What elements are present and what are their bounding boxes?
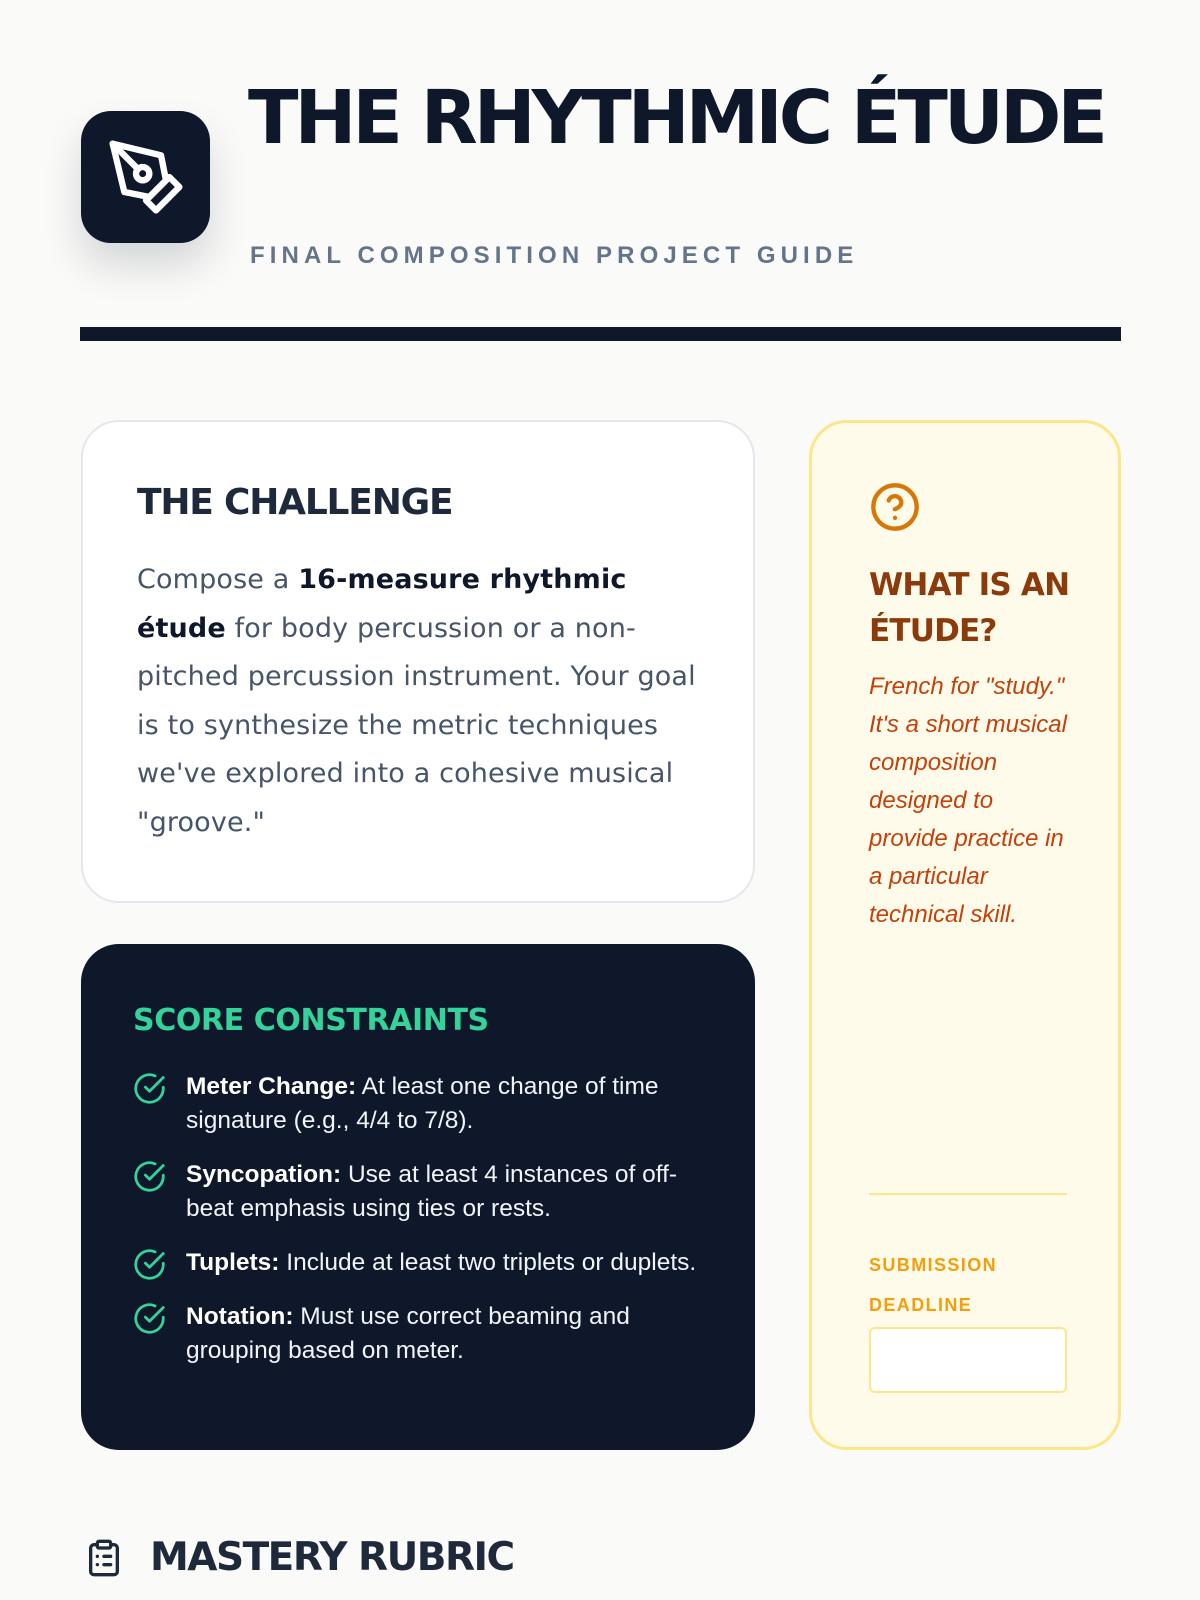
- constraint-item: [133, 1070, 705, 1138]
- rubric-heading: [84, 1530, 514, 1586]
- pen-nib-icon: [106, 137, 186, 217]
- page-subtitle: FINAL COMPOSITION PROJECT GUIDE: [250, 242, 859, 269]
- deadline-input[interactable]: [869, 1327, 1067, 1393]
- challenge-text: [137, 556, 701, 847]
- constraint-label: Syncopation:: [186, 1161, 342, 1188]
- challenge-emphasis: 16-measure rhythmic étude: [137, 564, 627, 644]
- constraint-text: At least one change of time signature (e.g., 4/4 to 7/8).: [186, 1073, 659, 1134]
- aside-divider: [869, 1193, 1067, 1195]
- header-divider: [80, 327, 1121, 341]
- check-circle-icon: [133, 1072, 166, 1105]
- question-circle-icon: [869, 481, 921, 533]
- challenge-intro: Compose a: [137, 564, 299, 595]
- constraints-heading: SCORE CONSTRAINTS: [133, 1003, 489, 1038]
- constraint-text: Must use correct beaming and grouping based on meter.: [186, 1303, 630, 1364]
- constraint-text: Include at least two triplets or duplets.: [279, 1249, 697, 1276]
- check-circle-icon: [133, 1302, 166, 1335]
- etude-definition-card: [809, 420, 1121, 1450]
- etude-heading: WHAT IS AN ÉTUDE?: [869, 567, 1070, 649]
- constraint-item: [133, 1246, 705, 1280]
- challenge-body: for body percussion or a non-pitched percussion instrument. Your goal is to synthesize the metric techniques we've explored into a cohesive musical "groove.": [137, 612, 696, 838]
- constraints-list: [133, 1070, 705, 1368]
- constraint-text: Use at least 4 instances of off-beat emphasis using ties or rests.: [186, 1161, 678, 1222]
- rubric-title: MASTERY RUBRIC: [150, 1535, 514, 1580]
- constraint-label: Notation:: [186, 1303, 294, 1330]
- constraint-label: Meter Change:: [186, 1073, 357, 1100]
- check-circle-icon: [133, 1248, 166, 1281]
- challenge-card: [81, 420, 755, 903]
- constraint-label: Tuplets:: [186, 1249, 280, 1276]
- constraint-item: [133, 1158, 705, 1226]
- challenge-heading: THE CHALLENGE: [137, 482, 453, 523]
- etude-definition: French for "study." It's a short musical composition designed to provide practice in a particular technical skill.: [869, 673, 1067, 928]
- check-circle-icon: [133, 1160, 166, 1193]
- page-title: THE RHYTHMIC ÉTUDE: [248, 75, 1104, 161]
- constraint-item: [133, 1300, 705, 1368]
- logo-tile: [81, 111, 210, 243]
- constraints-card: [81, 944, 755, 1450]
- clipboard-icon: [84, 1536, 124, 1580]
- deadline-label: SUBMISSION DEADLINE: [869, 1255, 998, 1315]
